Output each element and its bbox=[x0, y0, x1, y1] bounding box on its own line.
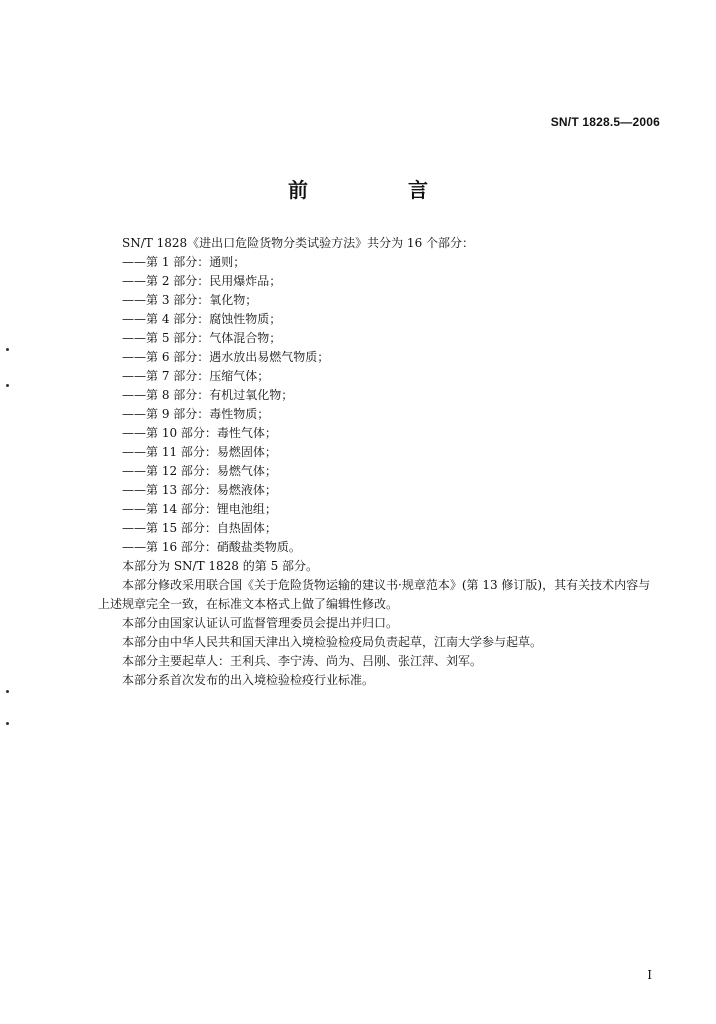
list-item: ——第 8 部分：有机过氧化物； bbox=[122, 388, 294, 402]
list-item: ——第 9 部分：毒性物质； bbox=[122, 407, 270, 421]
list-item: ——第 2 部分：民用爆炸品； bbox=[122, 274, 282, 288]
standard-code: SN/T 1828.5—2006 bbox=[550, 115, 660, 129]
scan-mark bbox=[6, 690, 9, 693]
list-item: ——第 7 部分：压缩气体； bbox=[122, 369, 270, 383]
page-title: 前 言 bbox=[288, 178, 468, 202]
drafters-statement: 本部分主要起草人：王利兵、李宁涛、尚为、吕刚、张江萍、刘军。 bbox=[122, 654, 483, 668]
drafting-org-statement: 本部分由中华人民共和国天津出入境检验检疫局负责起草，江南大学参与起草。 bbox=[122, 635, 543, 649]
list-item: ——第 3 部分：氧化物； bbox=[122, 293, 258, 307]
list-item: ——第 11 部分：易燃固体； bbox=[122, 445, 277, 459]
proposer-statement: 本部分由国家认证认可监督管理委员会提出并归口。 bbox=[122, 616, 399, 630]
page-number: I bbox=[647, 968, 652, 982]
first-release-statement: 本部分系首次发布的出入境检验检疫行业标准。 bbox=[122, 673, 375, 687]
parts-list bbox=[98, 253, 660, 557]
list-item: ——第 10 部分：毒性气体； bbox=[122, 426, 277, 440]
list-item: ——第 16 部分：硝酸盐类物质。 bbox=[122, 540, 301, 554]
scan-mark bbox=[6, 384, 9, 387]
part-statement: 本部分为 SN/T 1828 的第 5 部分。 bbox=[122, 559, 319, 573]
list-item: ——第 13 部分：易燃液体； bbox=[122, 483, 277, 497]
list-item: ——第 5 部分：气体混合物； bbox=[122, 331, 282, 345]
list-item: ——第 6 部分：遇水放出易燃气物质； bbox=[122, 350, 330, 364]
list-item: ——第 15 部分：自热固体； bbox=[122, 521, 277, 535]
adoption-statement: 本部分修改采用联合国《关于危险货物运输的建议书·规章范本》(第 13 修订版)，其有关技术内容与上述规章完全一致，在标准文本格式上做了编辑性修改。 bbox=[98, 578, 651, 611]
list-item: ——第 1 部分：通则； bbox=[122, 255, 246, 269]
list-item: ——第 14 部分：锂电池组； bbox=[122, 502, 277, 516]
scan-mark bbox=[6, 348, 9, 351]
scan-mark bbox=[6, 722, 9, 725]
list-item: ——第 12 部分：易燃气体； bbox=[122, 464, 277, 478]
intro-paragraph: SN/T 1828《进出口危险货物分类试验方法》共分为 16 个部分： bbox=[122, 236, 475, 250]
document-body bbox=[98, 234, 660, 690]
list-item: ——第 4 部分：腐蚀性物质； bbox=[122, 312, 282, 326]
